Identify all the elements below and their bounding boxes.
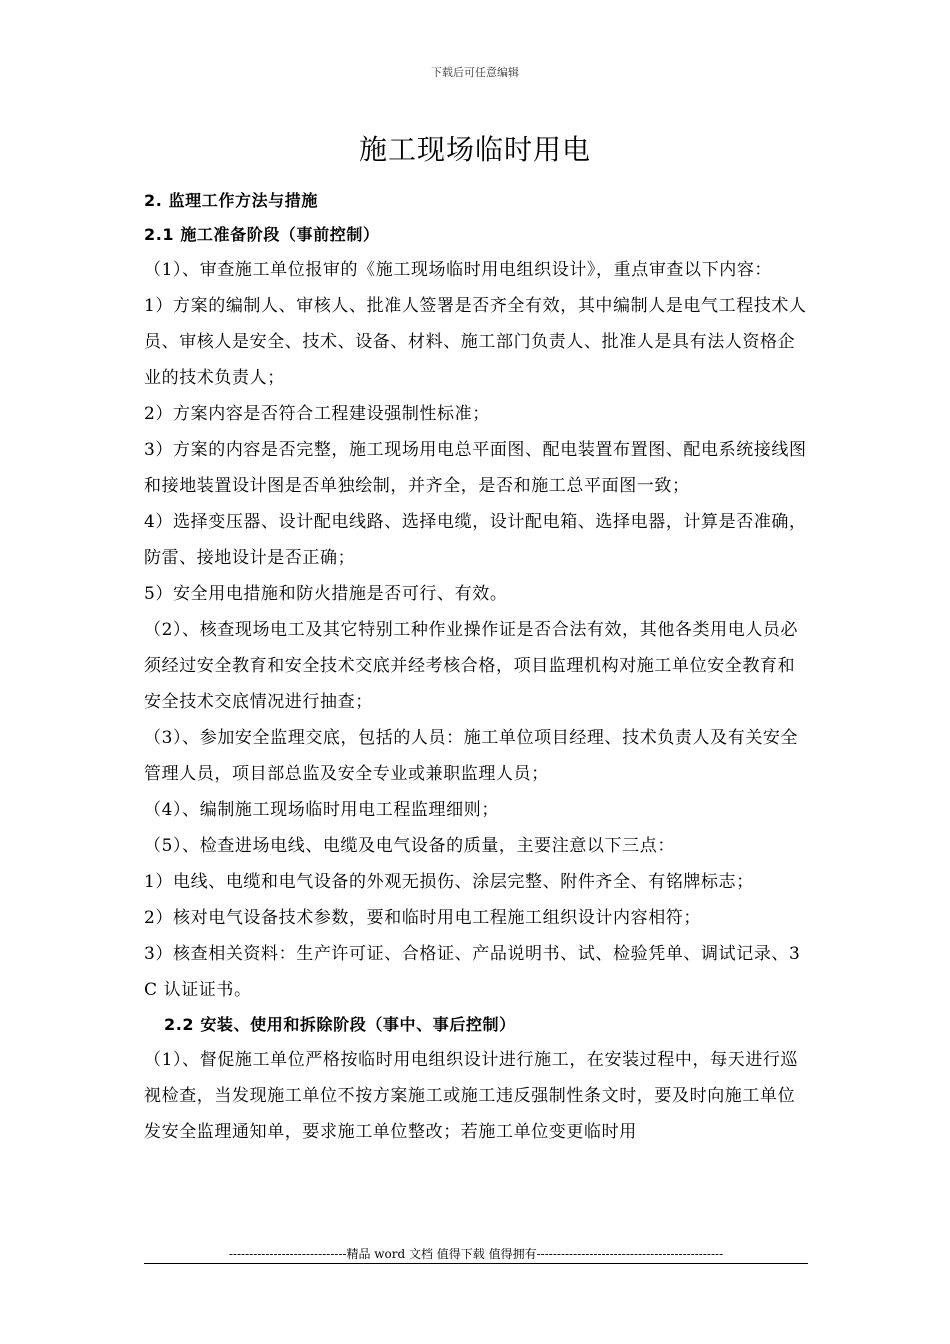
footer-rule bbox=[144, 1263, 808, 1264]
document-body bbox=[144, 184, 808, 1150]
body-paragraph: 5）安全用电措施和防火措施是否可行、有效。 bbox=[144, 584, 508, 604]
body-paragraph: （1）、审查施工单位报审的《施工现场临时用电组织设计》，重点审查以下内容： bbox=[144, 260, 773, 280]
header-note: 下载后可任意编辑 bbox=[431, 66, 519, 79]
subsection-heading: 2.1 施工准备阶段（事前控制） bbox=[144, 225, 380, 244]
body-paragraph: （4）、编制施工现场临时用电工程监理细则； bbox=[144, 800, 499, 820]
body-paragraph: （1）、督促施工单位严格按临时用电组织设计进行施工，在安装过程中，每天进行巡视检查，当发现施工单位不按方案施工或施工违反强制性条文时，要及时向施工单位发安全监理通知单，要求施工单位整改；若施工单位变更临时用 bbox=[144, 1050, 799, 1142]
body-paragraph: 2）方案内容是否符合工程建设强制性标准； bbox=[144, 404, 490, 424]
body-paragraph: （2）、核查现场电工及其它特别工种作业操作证是否合法有效，其他各类用电人员必须经过安全教育和安全技术交底并经考核合格，项目监理机构对施工单位安全教育和安全技术交底情况进行抽查； bbox=[144, 620, 799, 712]
body-paragraph: 3）方案的内容是否完整，施工现场用电总平面图、配电装置布置图、配电系统接线图和接地装置设计图是否单独绘制，并齐全，是否和施工总平面图一致； bbox=[144, 440, 807, 496]
body-paragraph: 4）选择变压器、设计配电线路、选择电缆，设计配电箱、选择电器，计算是否准确，防雷、接地设计是否正确； bbox=[144, 512, 807, 568]
footer-text: -----------------------------精品 word 文档 值得下载 值得拥有---------------------------------------------- bbox=[228, 1247, 724, 1261]
section-heading: 2. 监理工作方法与措施 bbox=[144, 191, 318, 210]
document-title: 施工现场临时用电 bbox=[358, 133, 591, 166]
body-paragraph: 1）电线、电缆和电气设备的外观无损伤、涂层完整、附件齐全、有铭牌标志； bbox=[144, 872, 754, 892]
body-paragraph: （5）、检查进场电线、电缆及电气设备的质量，主要注意以下三点： bbox=[144, 836, 675, 856]
body-paragraph: 1）方案的编制人、审核人、批准人签署是否齐全有效，其中编制人是电气工程技术人员、审核人是安全、技术、设备、材料、施工部门负责人、批准人是具有法人资格企业的技术负责人； bbox=[144, 296, 807, 388]
body-paragraph: 3）核查相关资料：生产许可证、合格证、产品说明书、试、检验凭单、调试记录、3C 认证证书。 bbox=[144, 944, 801, 1000]
body-paragraph: （3）、参加安全监理交底，包括的人员：施工单位项目经理、技术负责人及有关安全管理人员，项目部总监及安全专业或兼职监理人员； bbox=[144, 728, 799, 784]
body-paragraph: 2）核对电气设备技术参数，要和临时用电工程施工组织设计内容相符； bbox=[144, 908, 702, 928]
subsection-heading: 2.2 安装、使用和拆除阶段（事中、事后控制） bbox=[164, 1015, 516, 1034]
